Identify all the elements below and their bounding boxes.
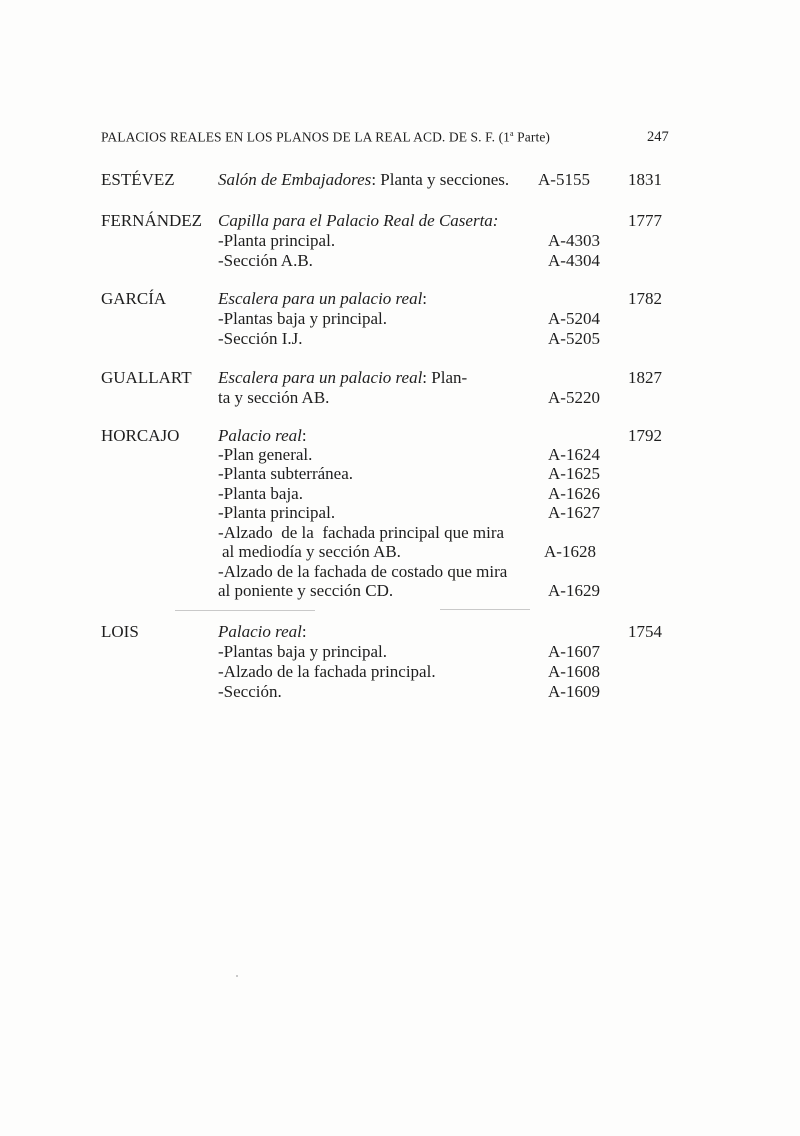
entry-title: Escalera para un palacio real: Plan- <box>218 368 468 387</box>
list-item: -Planta baja. A-1626 <box>218 484 600 503</box>
list-item: ta y sección AB. A-5220 <box>218 388 600 407</box>
entry-year: 1782 <box>628 289 662 308</box>
page-number: 247 <box>647 129 669 145</box>
entry-author: LOIS <box>101 622 139 641</box>
list-item: -Alzado de la fachada de costado que mira <box>218 562 508 581</box>
list-item: al mediodía y sección AB. A-1628 <box>222 542 596 561</box>
entry-year: 1831 <box>628 170 662 189</box>
entry-year: 1754 <box>628 622 662 641</box>
list-item: -Plantas baja y principal. A-5204 <box>218 309 600 328</box>
list-item: -Sección I.J. A-5205 <box>218 329 600 348</box>
entry-title: Capilla para el Palacio Real de Caserta: <box>218 211 499 230</box>
running-title: PALACIOS REALES EN LOS PLANOS DE LA REAL ACD. DE S. F. (1 <box>101 129 511 145</box>
list-item: -Sección A.B. A-4304 <box>218 251 600 270</box>
entry-reference: A-5155 <box>538 170 590 189</box>
list-item: -Plan general. A-1624 <box>218 445 600 464</box>
entry-title: Palacio real: <box>218 426 307 445</box>
entry-title: Escalera para un palacio real: <box>218 289 428 308</box>
list-item: -Alzado de la fachada principal que mira <box>218 523 505 542</box>
list-item: -Planta principal. A-1627 <box>218 503 600 522</box>
list-item: -Planta principal. A-4303 <box>218 231 600 250</box>
entry-year: 1827 <box>628 368 662 387</box>
running-header <box>101 129 550 146</box>
list-item: -Sección. A-1609 <box>218 682 600 701</box>
entry-title: Salón de Embajadores: Planta y secciones. <box>218 170 510 189</box>
entry-author: ESTÉVEZ <box>101 170 175 189</box>
list-item: -Alzado de la fachada principal. A-1608 <box>218 662 600 681</box>
list-item: -Planta subterránea. A-1625 <box>218 464 600 483</box>
entry-author: GUALLART <box>101 368 192 387</box>
list-item: al poniente y sección CD. A-1629 <box>218 581 600 600</box>
entry-author: HORCAJO <box>101 426 180 445</box>
entry-author: GARCÍA <box>101 289 167 308</box>
scan-artifact <box>236 975 238 977</box>
entry-author: FERNÁNDEZ <box>101 211 203 230</box>
scan-artifact <box>440 609 530 610</box>
entry-title: Palacio real: <box>218 622 307 641</box>
ordinal-superscript: a <box>510 129 514 138</box>
entry-year: 1792 <box>628 426 662 445</box>
list-item: -Plantas baja y principal. A-1607 <box>218 642 600 661</box>
scan-artifact <box>175 610 315 611</box>
entry-year: 1777 <box>628 211 662 230</box>
running-title-end: Parte) <box>513 129 551 145</box>
